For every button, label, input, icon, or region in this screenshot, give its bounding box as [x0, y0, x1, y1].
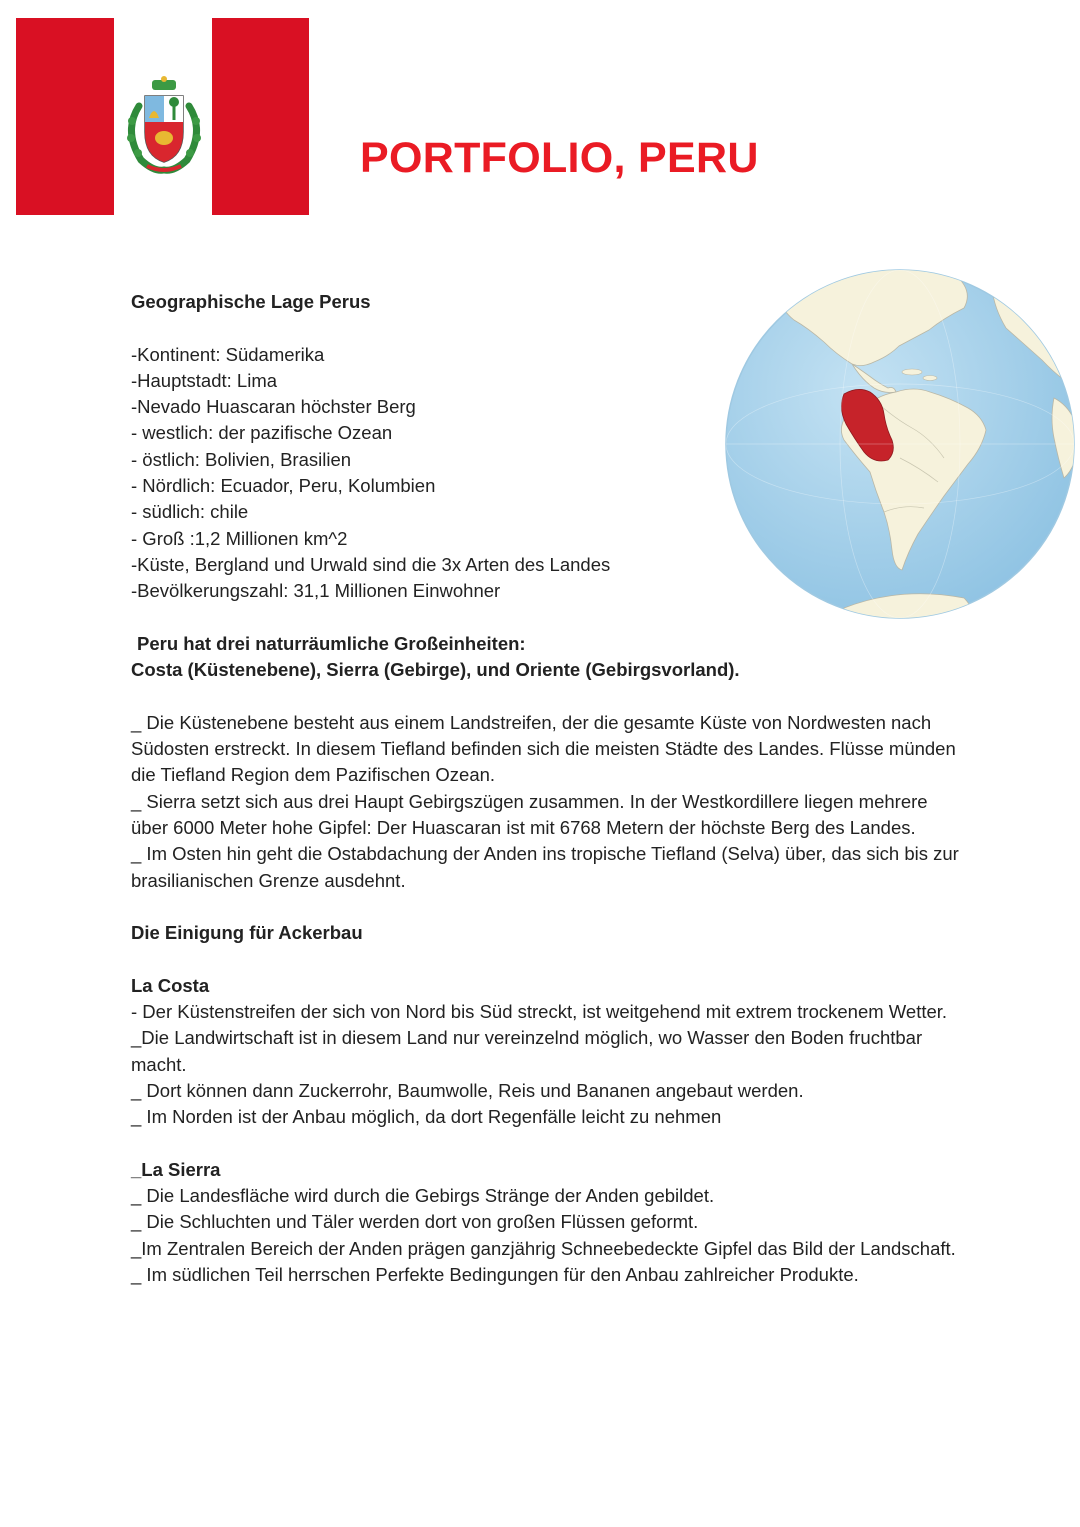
geo-item: -Bevölkerungszahl: 31,1 Millionen Einwohner	[131, 580, 501, 602]
geo-heading: Geographische Lage Perus	[131, 291, 371, 312]
costa-item: _ Dort können dann Zuckerrohr, Baumwolle, Reis und Bananen angebaut werden.	[131, 1079, 804, 1101]
costa-item: _Die Landwirtschaft ist in diesem Land nur vereinzelnd möglich, wo Wasser den Boden fruchtbar macht.	[131, 1027, 923, 1075]
document-body	[131, 289, 961, 1288]
sierra-item: _ Die Landesfläche wird durch die Gebirgs Stränge der Anden gebildet.	[131, 1185, 715, 1207]
flag-red-stripe-left	[16, 18, 114, 215]
coat-of-arms-icon	[119, 76, 209, 176]
ackerbau-heading: Die Einigung für Ackerbau	[131, 922, 363, 944]
sierra-item: _ Die Schluchten und Täler werden dort von großen Flüssen geformt.	[131, 1211, 699, 1233]
geo-item: -Kontinent: Südamerika	[131, 343, 325, 365]
regions-paragraph-costa: _ Die Küstenebene besteht aus einem Landstreifen, der die gesamte Küste von Nordwesten nach Südosten erstreckt. In diesem Tiefland befinden sich die meisten Städte des Landes. Flüsse münden die Tiefland Region dem Pazifischen Ozean.	[131, 711, 956, 786]
page-title: PORTFOLIO, PERU	[360, 134, 759, 182]
geo-item: -Küste, Bergland und Urwald sind die 3x Arten des Landes	[131, 553, 611, 575]
geo-item: - südlich: chile	[131, 501, 249, 523]
sierra-item: _Im Zentralen Bereich der Anden prägen ganzjährig Schneebedeckte Gipfel das Bild der Landschaft.	[131, 1237, 956, 1259]
geo-item: - östlich: Bolivien, Brasilien	[131, 448, 352, 470]
regions-heading-line2: Costa (Küstenebene), Sierra (Gebirge), und Oriente (Gebirgsvorland).	[131, 659, 740, 681]
regions-heading-line1: Peru hat drei naturräumliche Großeinheiten:	[137, 632, 526, 654]
geo-item: -Hauptstadt: Lima	[131, 369, 278, 391]
geo-item: - Nördlich: Ecuador, Peru, Kolumbien	[131, 475, 436, 497]
costa-item: - Der Küstenstreifen der sich von Nord bis Süd streckt, ist weitgehend mit extrem trockenem Wetter.	[131, 1001, 948, 1023]
regions-paragraph-oriente: _ Im Osten hin geht die Ostabdachung der Anden ins tropische Tiefland (Selva) über, das sich bis zur brasilianischen Grenze ausdehnt.	[131, 843, 959, 891]
costa-heading: La Costa	[131, 974, 210, 996]
geo-item: - Groß :1,2 Millionen km^2	[131, 527, 348, 549]
peru-flag	[16, 18, 309, 215]
sierra-heading: _La Sierra	[131, 1158, 221, 1180]
costa-item: _ Im Norden ist der Anbau möglich, da dort Regenfälle leicht zu nehmen	[131, 1106, 722, 1128]
flag-red-stripe-right	[212, 18, 309, 215]
geo-item: -Nevado Huascaran höchster Berg	[131, 396, 416, 418]
sierra-item: _ Im südlichen Teil herrschen Perfekte Bedingungen für den Anbau zahlreicher Produkte.	[131, 1263, 859, 1285]
geo-item: - westlich: der pazifische Ozean	[131, 422, 393, 444]
regions-paragraph-sierra: _ Sierra setzt sich aus drei Haupt Gebirgszügen zusammen. In der Westkordillere liegen mehrere über 6000 Meter hohe Gipfel: Der Huascaran ist mit 6768 Metern der höchste Berg des Landes.	[131, 790, 928, 838]
